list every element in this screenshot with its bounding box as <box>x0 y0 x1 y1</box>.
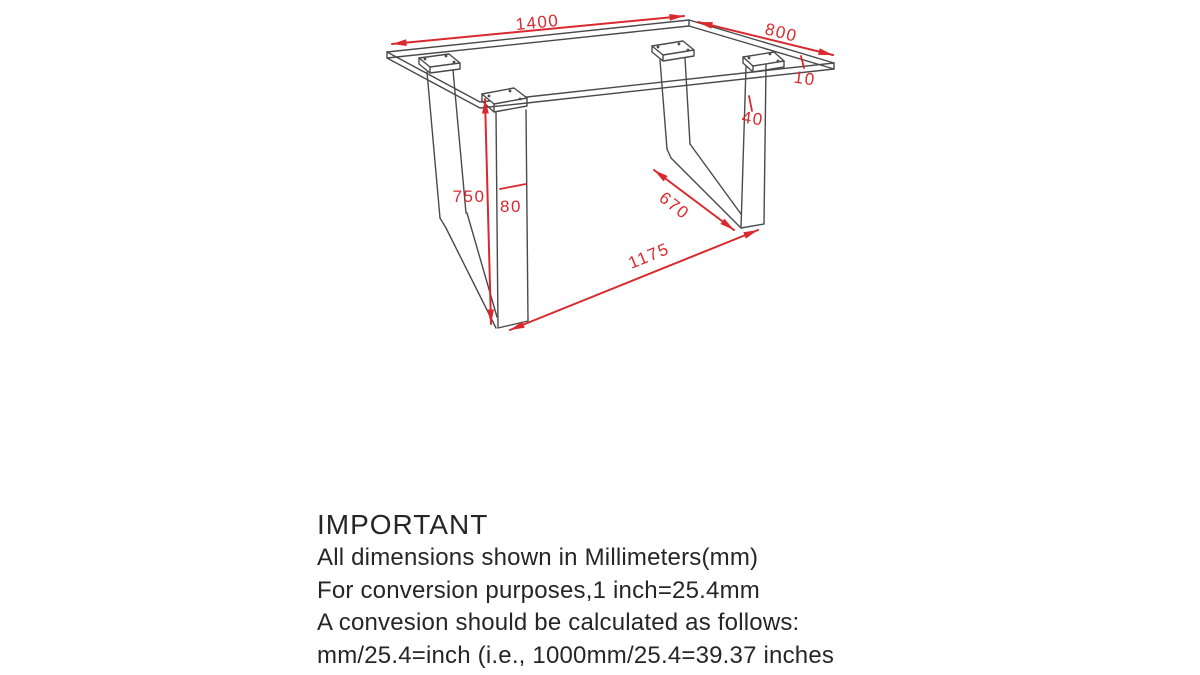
left-leg-front-plate <box>482 88 527 112</box>
dim-label-glass-thickness: 10 <box>792 67 817 90</box>
dim-label-leg-tube-width: 40 <box>740 107 765 130</box>
dim-label-leg-column-width: 80 <box>500 197 522 216</box>
dim-label-table-height: 750 <box>452 187 486 206</box>
dim-leg-tube-width <box>741 96 765 129</box>
right-leg-back-plate <box>652 41 694 61</box>
dim-top-depth <box>698 19 833 55</box>
note-line-1: All dimensions shown in Millimeters(mm) <box>317 544 759 571</box>
note-line-2: For conversion purposes,1 inch=25.4mm <box>317 576 760 604</box>
dim-leg-feet-span <box>510 230 758 330</box>
dim-label-top-length: 1400 <box>514 10 561 35</box>
note-line-4: mm/25.4=inch (i.e., 1000mm/25.4=39.37 inches <box>317 642 835 670</box>
dim-label-top-depth: 800 <box>763 19 800 46</box>
table-wireframe <box>387 20 834 328</box>
note-line-3: A convesion should be calculated as follows: <box>317 609 800 637</box>
dim-label-leg-feet-span: 1175 <box>625 239 673 273</box>
note-heading: IMPORTANT <box>317 509 489 540</box>
important-note <box>317 507 834 673</box>
dim-label-leg-inner-span: 670 <box>655 188 694 224</box>
left-leg-back-plate <box>419 54 460 73</box>
dim-leg-inner-span <box>654 170 734 230</box>
dim-leg-column-width <box>500 184 526 216</box>
dim-top-length <box>392 11 684 44</box>
